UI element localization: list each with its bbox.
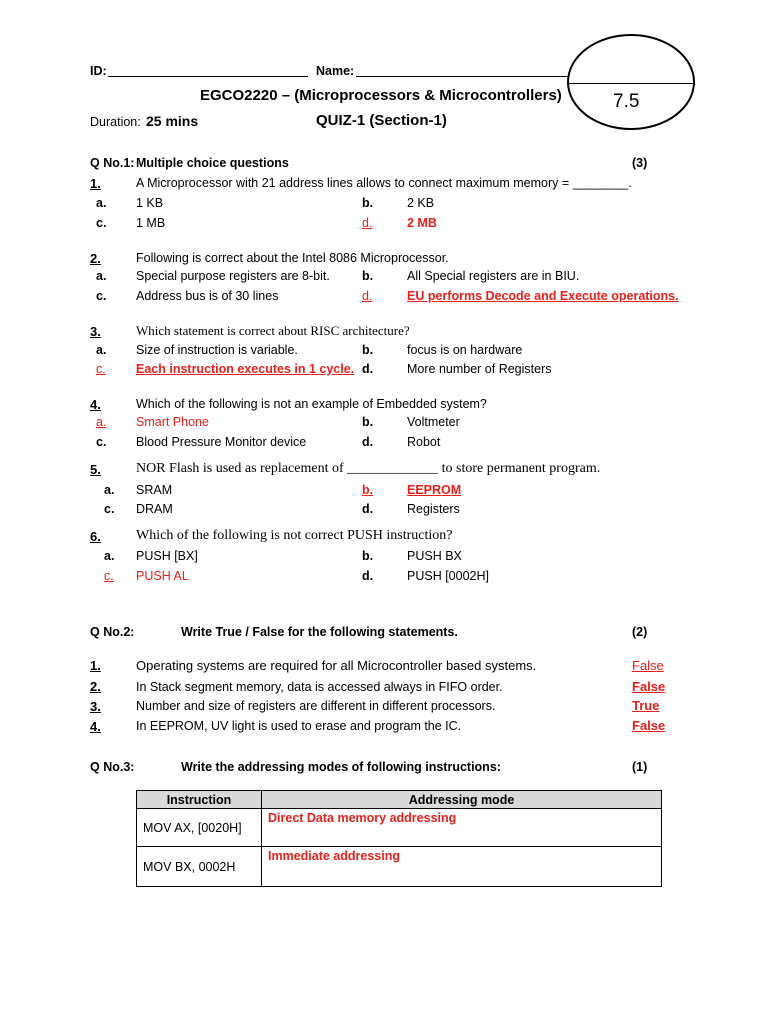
option-key: c. bbox=[96, 435, 107, 449]
option-text-answer: EEPROM bbox=[407, 483, 462, 497]
option-text: Size of instruction is variable. bbox=[136, 343, 298, 357]
duration-label: Duration: bbox=[90, 115, 141, 129]
question-text: Following is correct about the Intel 8086 Microprocessor. bbox=[136, 251, 449, 265]
score-divider bbox=[567, 83, 695, 84]
statement-number: 1. bbox=[90, 658, 101, 673]
option-text: Special purpose registers are 8-bit. bbox=[136, 269, 330, 283]
course-title: EGCO2220 – (Microprocessors & Microcontrollers) bbox=[200, 87, 562, 104]
q2-label: Q No.2: bbox=[90, 625, 135, 639]
id-field[interactable] bbox=[108, 64, 308, 77]
option-key-answer: d. bbox=[362, 216, 373, 230]
score-circle bbox=[567, 34, 695, 130]
option-text: More number of Registers bbox=[407, 362, 552, 376]
instruction-cell: MOV BX, 0002H bbox=[137, 847, 262, 887]
addressing-mode-cell: Immediate addressing bbox=[262, 847, 662, 887]
option-key: d. bbox=[362, 362, 374, 376]
name-label: Name: bbox=[316, 64, 355, 78]
statement-text: In EEPROM, UV light is used to erase and program the IC. bbox=[136, 719, 462, 733]
q3-label: Q No.3: bbox=[90, 760, 135, 774]
option-key: d. bbox=[362, 502, 374, 516]
question-text: Which statement is correct about RISC architecture? bbox=[136, 323, 410, 338]
id-label: ID: bbox=[90, 64, 107, 78]
table-row bbox=[137, 809, 662, 847]
statement-text: Number and size of registers are different in different processors. bbox=[136, 699, 496, 713]
option-text-answer: EU performs Decode and Execute operations. bbox=[407, 289, 679, 303]
option-text: PUSH [0002H] bbox=[407, 569, 489, 583]
option-text-answer: 2 MB bbox=[407, 216, 437, 230]
statement-answer: False bbox=[632, 658, 664, 673]
addressing-mode-table bbox=[136, 790, 662, 887]
option-key-answer: d. bbox=[362, 289, 373, 303]
statement-answer: False bbox=[632, 679, 666, 694]
addressing-mode-cell: Direct Data memory addressing bbox=[262, 809, 662, 847]
option-key: b. bbox=[362, 343, 374, 357]
table-row bbox=[137, 847, 662, 887]
option-text: Blood Pressure Monitor device bbox=[136, 435, 307, 449]
question-number: 4. bbox=[90, 397, 101, 412]
statement-answer: True bbox=[632, 698, 660, 713]
quiz-title: QUIZ-1 (Section-1) bbox=[316, 112, 447, 129]
option-text: All Special registers are in BIU. bbox=[407, 269, 580, 283]
option-key-answer: a. bbox=[96, 415, 107, 429]
column-header-addressing-mode: Addressing mode bbox=[262, 791, 662, 809]
option-key: b. bbox=[362, 269, 374, 283]
option-key: a. bbox=[96, 343, 107, 357]
column-header-instruction: Instruction bbox=[137, 791, 262, 809]
option-text: PUSH [BX] bbox=[136, 549, 198, 563]
question-number: 6. bbox=[90, 529, 101, 544]
option-text: Address bus is of 30 lines bbox=[136, 289, 279, 303]
option-text-answer: PUSH AL bbox=[136, 569, 189, 583]
statement-text: Operating systems are required for all Microcontroller based systems. bbox=[136, 658, 537, 673]
option-text: 2 KB bbox=[407, 196, 435, 210]
instruction-cell: MOV AX, [0020H] bbox=[137, 809, 262, 847]
statement-answer: False bbox=[632, 718, 666, 733]
option-key-answer: c. bbox=[104, 569, 114, 583]
q1-title: Multiple choice questions bbox=[136, 156, 289, 170]
option-text: Voltmeter bbox=[407, 415, 460, 429]
option-key: b. bbox=[362, 549, 374, 563]
q2-title: Write True / False for the following statements. bbox=[181, 625, 458, 639]
statement-number: 3. bbox=[90, 699, 101, 714]
score-value: 7.5 bbox=[613, 91, 640, 112]
option-text-answer: Smart Phone bbox=[136, 415, 209, 429]
option-key: b. bbox=[362, 196, 374, 210]
option-text: SRAM bbox=[136, 483, 173, 497]
option-key: d. bbox=[362, 569, 374, 583]
statement-number: 2. bbox=[90, 679, 101, 694]
option-key: a. bbox=[104, 549, 115, 563]
option-text: 1 MB bbox=[136, 216, 166, 230]
question-number: 3. bbox=[90, 324, 101, 339]
option-text: Robot bbox=[407, 435, 441, 449]
option-key: a. bbox=[96, 196, 107, 210]
option-key: c. bbox=[96, 289, 107, 303]
statement-text: In Stack segment memory, data is accessed always in FIFO order. bbox=[136, 680, 503, 694]
q1-marks: (3) bbox=[632, 156, 648, 170]
q3-marks: (1) bbox=[632, 760, 648, 774]
option-key: a. bbox=[104, 483, 115, 497]
question-text: Which of the following is not an example of Embedded system? bbox=[136, 397, 487, 411]
option-text: Registers bbox=[407, 502, 460, 516]
option-key-answer: b. bbox=[362, 483, 374, 497]
q1-label: Q No.1: bbox=[90, 156, 135, 170]
name-field[interactable] bbox=[356, 64, 568, 77]
question-number: 1. bbox=[90, 176, 101, 191]
q2-marks: (2) bbox=[632, 625, 648, 639]
q3-title: Write the addressing modes of following instructions: bbox=[181, 760, 501, 774]
option-key: d. bbox=[362, 435, 374, 449]
option-text: PUSH BX bbox=[407, 549, 462, 563]
option-key: c. bbox=[96, 216, 107, 230]
question-text: A Microprocessor with 21 address lines allows to connect maximum memory = ________. bbox=[136, 176, 632, 190]
option-key: b. bbox=[362, 415, 374, 429]
option-key: c. bbox=[104, 502, 115, 516]
question-number: 2. bbox=[90, 251, 101, 266]
duration-value: 25 mins bbox=[146, 113, 199, 129]
option-text: DRAM bbox=[136, 502, 173, 516]
option-text: 1 KB bbox=[136, 196, 164, 210]
question-text: NOR Flash is used as replacement of _____________ to store permanent program. bbox=[136, 461, 601, 476]
statement-number: 4. bbox=[90, 719, 101, 734]
option-text: focus is on hardware bbox=[407, 343, 523, 357]
option-key-answer: c. bbox=[96, 362, 106, 376]
question-text: Which of the following is not correct PUSH instruction? bbox=[136, 528, 453, 543]
table-header-row bbox=[137, 791, 662, 809]
option-text-answer: Each instruction executes in 1 cycle. bbox=[136, 362, 355, 376]
option-key: a. bbox=[96, 269, 107, 283]
question-number: 5. bbox=[90, 462, 101, 477]
